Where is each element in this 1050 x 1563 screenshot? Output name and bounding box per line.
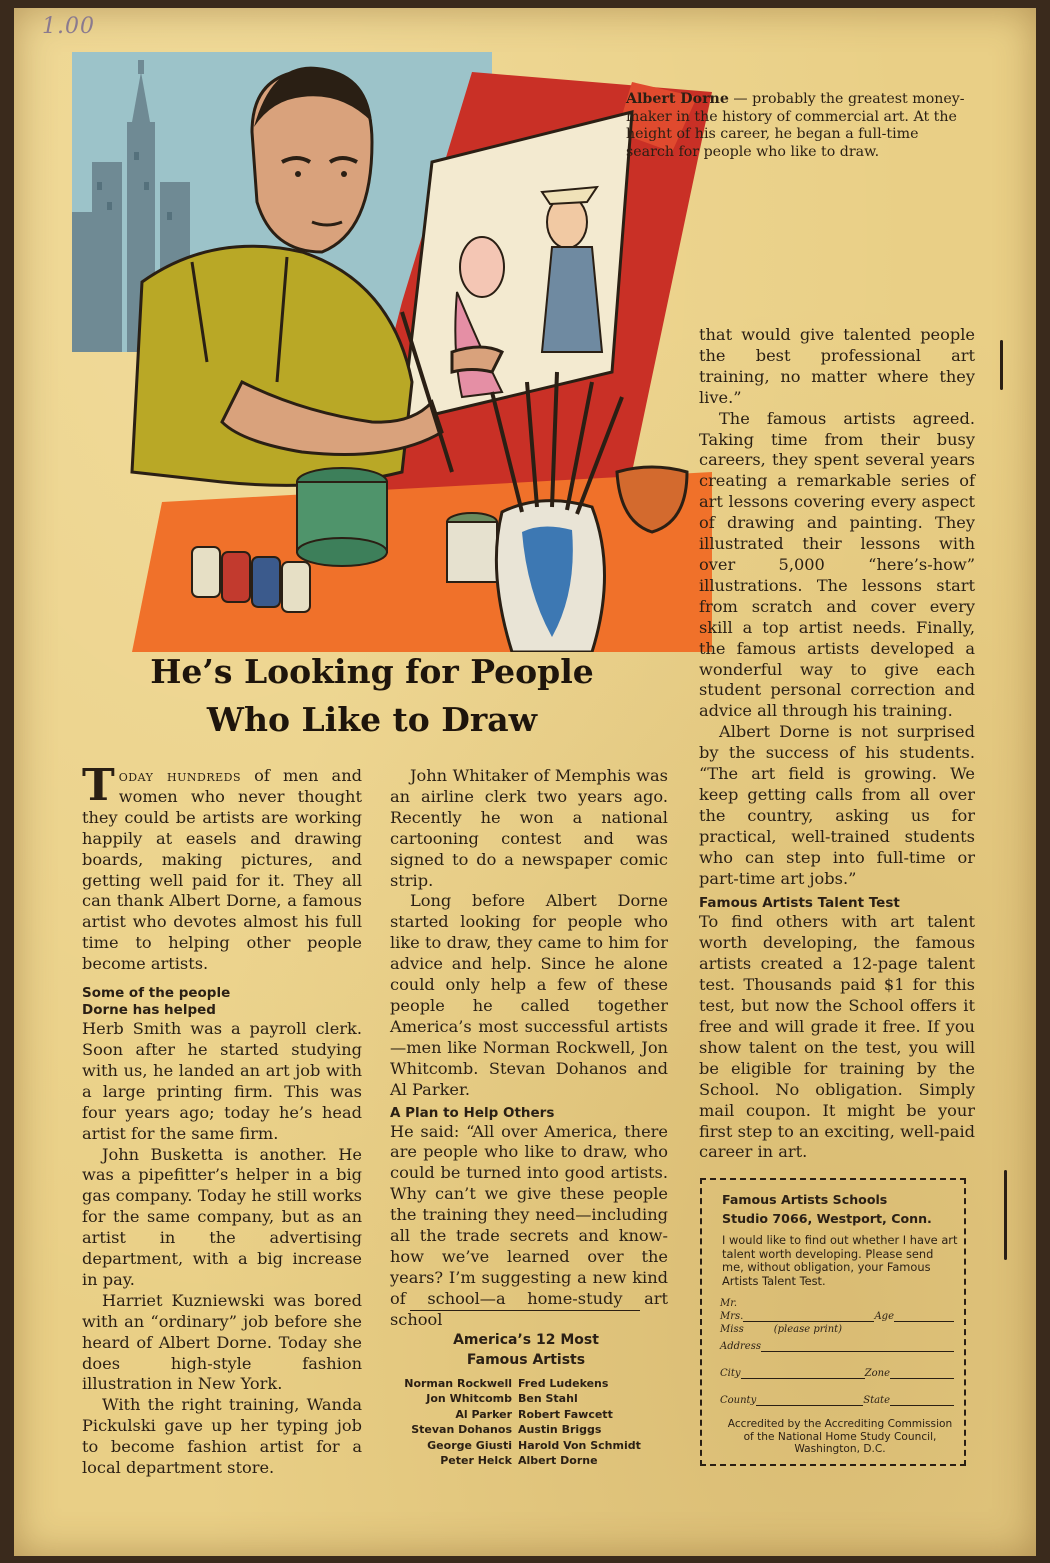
artists-title-line-2: Famous Artists (466, 1352, 586, 1368)
subhead-talent-test: Famous Artists Talent Test (699, 895, 900, 912)
zone-field[interactable] (890, 1368, 954, 1379)
artists-row: Al Parker Robert Fawcett (455, 1407, 613, 1421)
col1-paragraph-pickulski: With the right training, Wanda Pickulski gave up her typing job to become fashion artist for a local department store. (82, 1395, 362, 1478)
coupon-accreditation: Accredited by the Accrediting Commission of the National Home Study Council, Washington, D.C. (727, 1418, 953, 1456)
artists-row: Stevan Dohanos Austin Briggs (411, 1423, 602, 1437)
drop-cap: T (82, 760, 115, 811)
coupon-school-address (722, 1190, 962, 1228)
artists-row: Norman Rockwell Fred Ludekens (404, 1377, 609, 1390)
coupon-form[interactable] (720, 1296, 954, 1406)
headline (92, 648, 652, 744)
edge-mark (1000, 340, 1003, 390)
col2-paragraph-plan: He said: “All over America, there are people who like to draw, who could be turned into good artists. Why can’t we give these people the training they need—including all the trade secrets and know-how we’ve learned over the years? I’m suggesting a new kind of school—a home-study art school (390, 1121, 668, 1329)
city-field[interactable] (741, 1368, 865, 1379)
pencil-price-note: 1.00 (42, 14, 95, 39)
address-field[interactable] (761, 1341, 954, 1352)
state-field[interactable] (890, 1395, 954, 1406)
caption-text: — probably the greatest money-maker in the history of commercial art. At the height of his career, he began a full-time search for people who like to draw. (626, 91, 965, 160)
headline-line-1: He’s Looking for People (150, 652, 594, 691)
name-field[interactable] (743, 1311, 874, 1322)
coupon-county-row[interactable]: County State (720, 1393, 954, 1406)
coupon-mr-row: Mr. (720, 1298, 738, 1309)
col1-paragraph-herb-smith: Herb Smith was a payroll clerk. Soon after he started studying with us, he landed an art job with a large printing firm. This was four years ago; today he’s head artist for the same firm. (82, 1019, 362, 1143)
headline-line-2: Who Like to Draw (206, 700, 538, 739)
coupon-name-row[interactable]: Mrs. Age (720, 1309, 954, 1322)
coupon-city-row[interactable]: City Zone (720, 1366, 954, 1379)
col3-paragraph-continuation: that would give talented people the best professional art training, no matter where they live.” (699, 325, 975, 407)
intro-smallcaps: oday hundreds (118, 766, 241, 785)
column-2 (390, 766, 668, 1331)
artists-row: Jon Whitcomb Ben Stahl (426, 1392, 578, 1406)
artists-row: George Giusti Harold Von Schmidt (427, 1438, 641, 1452)
artists-list (384, 1376, 674, 1468)
column-1 (82, 760, 362, 1479)
coupon-request-text: I would like to find out whether I have art talent worth developing. Please send me, without obligation, your Famous Artists Talent Test. (722, 1233, 958, 1288)
col3-paragraph-talent-test: To find others with art talent worth developing, the famous artists created a 12-page talent test. Thousands paid $1 for this test, but now the School offers it free and will grade it free. If you show talent on the test, you will be eligible for training by the School. No obligation. Simply mail coupon. It might be your first step to an exciting, well-paid career in art. (699, 912, 975, 1162)
column-3 (699, 325, 975, 1163)
county-field[interactable] (756, 1395, 863, 1406)
col1-intro-paragraph (82, 760, 362, 975)
caption-name: Albert Dorne (626, 91, 729, 107)
artists-box-title (396, 1330, 656, 1370)
illustration-caption (626, 91, 966, 161)
subhead-people-helped: Some of the people Dorne has helped (82, 985, 231, 1019)
subhead-plan: A Plan to Help Others (390, 1104, 555, 1121)
mail-coupon[interactable] (700, 1178, 966, 1466)
col2-paragraph-whitaker: John Whitaker of Memphis was an airline clerk two years ago. Recently he won a national cartooning contest and was signed to do a newspaper comic strip. (390, 766, 668, 890)
col3-paragraph-success: Albert Dorne is not surprised by the success of his students. “The art field is growing. We keep getting calls from all over the country, asking us for practical, well-trained students who can step into full-time or part-time art jobs.” (699, 722, 975, 888)
albert-dorne-illustration (72, 52, 712, 652)
edge-mark (1004, 1170, 1007, 1260)
artists-title-line-1: America’s 12 Most (453, 1332, 599, 1348)
col3-paragraph-lessons: The famous artists agreed. Taking time from their busy careers, they spent several years creating a remarkable series of art lessons covering every aspect of drawing and painting. They illustrated their lessons with over 5,000 “here’s-how” illustrations. The lessons start from scratch and cover every skill a top artist needs. Finally, the famous artists developed a wonderful way to give each student personal correction and advice all through his training. (699, 408, 975, 721)
coupon-address-row[interactable]: Address (720, 1339, 954, 1352)
col2-paragraph-dorne: Long before Albert Dorne started looking for people who like to draw, they came to him for advice and help. Since he alone could only help a few of these people he called together America’s most successful artists —men like Norman Rockwell, Jon Whitcomb. Stevan Dohanos and Al Parker. (390, 891, 668, 1099)
age-field[interactable] (894, 1311, 954, 1322)
col1-paragraph-busketta: John Busketta is another. He was a pipefitter’s helper in a big gas company. Today he still works for the same company, but as an artist in the advertising department, with a big increase in pay. (82, 1144, 362, 1289)
coupon-miss-row: Miss (please print) (720, 1324, 843, 1335)
intro-rest: of men and women who never thought they could be artists are working happily at easels and drawing boards, making pictures, and getting well paid for it. They all can thank Albert Dorne, a famous artist who devotes almost his full time to helping other people become artists. (82, 766, 362, 974)
divider-rule (410, 1310, 640, 1311)
coupon-school-name: Famous Artists Schools (722, 1192, 888, 1207)
coupon-studio-line: Studio 7066, Westport, Conn. (722, 1211, 932, 1226)
artists-row: Peter Helck Albert Dorne (440, 1454, 598, 1468)
col1-paragraph-kuzniewski: Harriet Kuzniewski was bored with an “ordinary” job before she heard of Albert Dorne. Today she does high-style fashion illustration in New York. (82, 1290, 362, 1394)
